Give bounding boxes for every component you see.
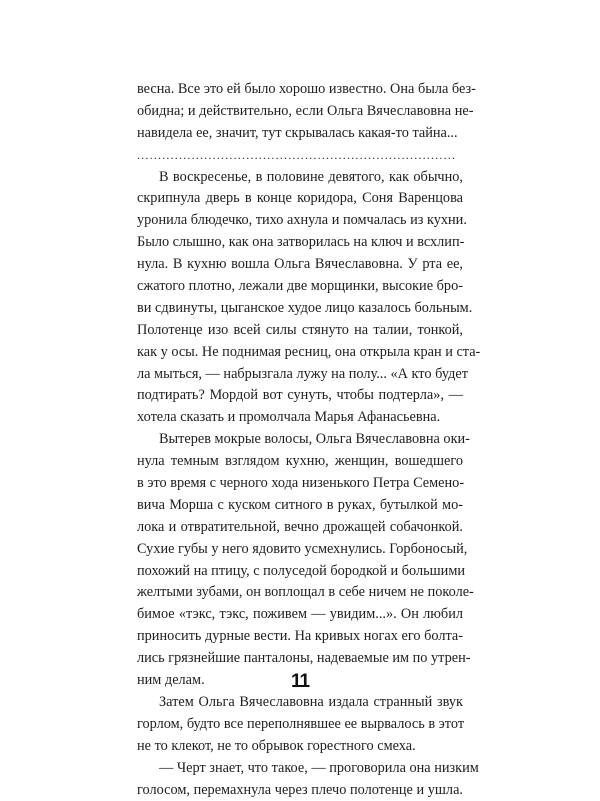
text-line: горлом, будто все переполнявшее ее вырвалось в этот <box>137 714 463 736</box>
text-line: Сухие губы у него ядовито усмехнулись. Горбоносый, <box>137 539 463 561</box>
text-line: в это время с черного хода низенького Петра Семено- <box>137 473 463 495</box>
text-line: скрипнула дверь в конце коридора, Соня Варенцова <box>137 188 463 210</box>
text-line: похожий на птицу, с полуседой бородкой и большими <box>137 561 463 583</box>
text-line: весна. Все это ей было хорошо известно. Она была без- <box>137 79 463 101</box>
section-separator: ............................................................................ <box>137 145 463 167</box>
text-line: бимое «тэкс, тэкс, поживем — увидим...». Он любил <box>137 604 463 626</box>
text-line: нула темным взглядом кухню, женщин, вошедшего <box>137 451 463 473</box>
text-line: желтыми зубами, он воплощал в себе ничем не поколе- <box>137 582 463 604</box>
text-line: как у осы. Не поднимая ресниц, она открыла кран и ста- <box>137 342 463 364</box>
text-line: хотела сказать и промолчала Марья Афанасьевна. <box>137 407 463 429</box>
text-line: вича Морша с куском ситного в руках, бутылкой мо- <box>137 495 463 517</box>
text-line: обидна; и действительно, если Ольга Вячеславовна не- <box>137 101 463 123</box>
text-line: навидела ее, значит, тут скрывалась какая-то тайна... <box>137 123 463 145</box>
page-number: 11 <box>0 671 600 693</box>
text-line: ла мыться, — набрызгала лужу на полу... «А кто будет <box>137 364 463 386</box>
text-line: В воскресенье, в половине девятого, как обычно, <box>137 167 463 189</box>
text-line: приносить дурные вести. На кривых ногах его болта- <box>137 626 463 648</box>
text-line: лока и отвратительной, вечно дрожащей собачонкой. <box>137 517 463 539</box>
text-line: не то клекот, не то обрывок горестного смеха. <box>137 736 463 758</box>
text-line: ви сдвинуты, цыганское худое лицо казалось больным. <box>137 298 463 320</box>
text-line: голосом, перемахнула через плечо полотенце и ушла. <box>137 780 463 801</box>
text-line: — Черт знает, что такое, — проговорила она низким <box>137 758 463 780</box>
text-line: Полотенце изо всей силы стянуто на талии, тонкой, <box>137 320 463 342</box>
text-line: ним делам. <box>137 670 463 692</box>
text-line: сжатого плотно, лежали две морщинки, высокие бро- <box>137 276 463 298</box>
text-line: Было слышно, как она затворилась на ключ и всхлип- <box>137 232 463 254</box>
text-line: лись грязнейшие панталоны, надеваемые им по утрен- <box>137 648 463 670</box>
text-line: подтирать? Мордой вот сунуть, чтобы подтерла», — <box>137 385 463 407</box>
text-line: Затем Ольга Вячеславовна издала странный звук <box>137 692 463 714</box>
text-line: Вытерев мокрые волосы, Ольга Вячеславовна оки- <box>137 429 463 451</box>
text-line: уронила блюдечко, тихо ахнула и помчалась из кухни. <box>137 210 463 232</box>
text-line: нула. В кухню вошла Ольга Вячеславовна. У рта ее, <box>137 254 463 276</box>
